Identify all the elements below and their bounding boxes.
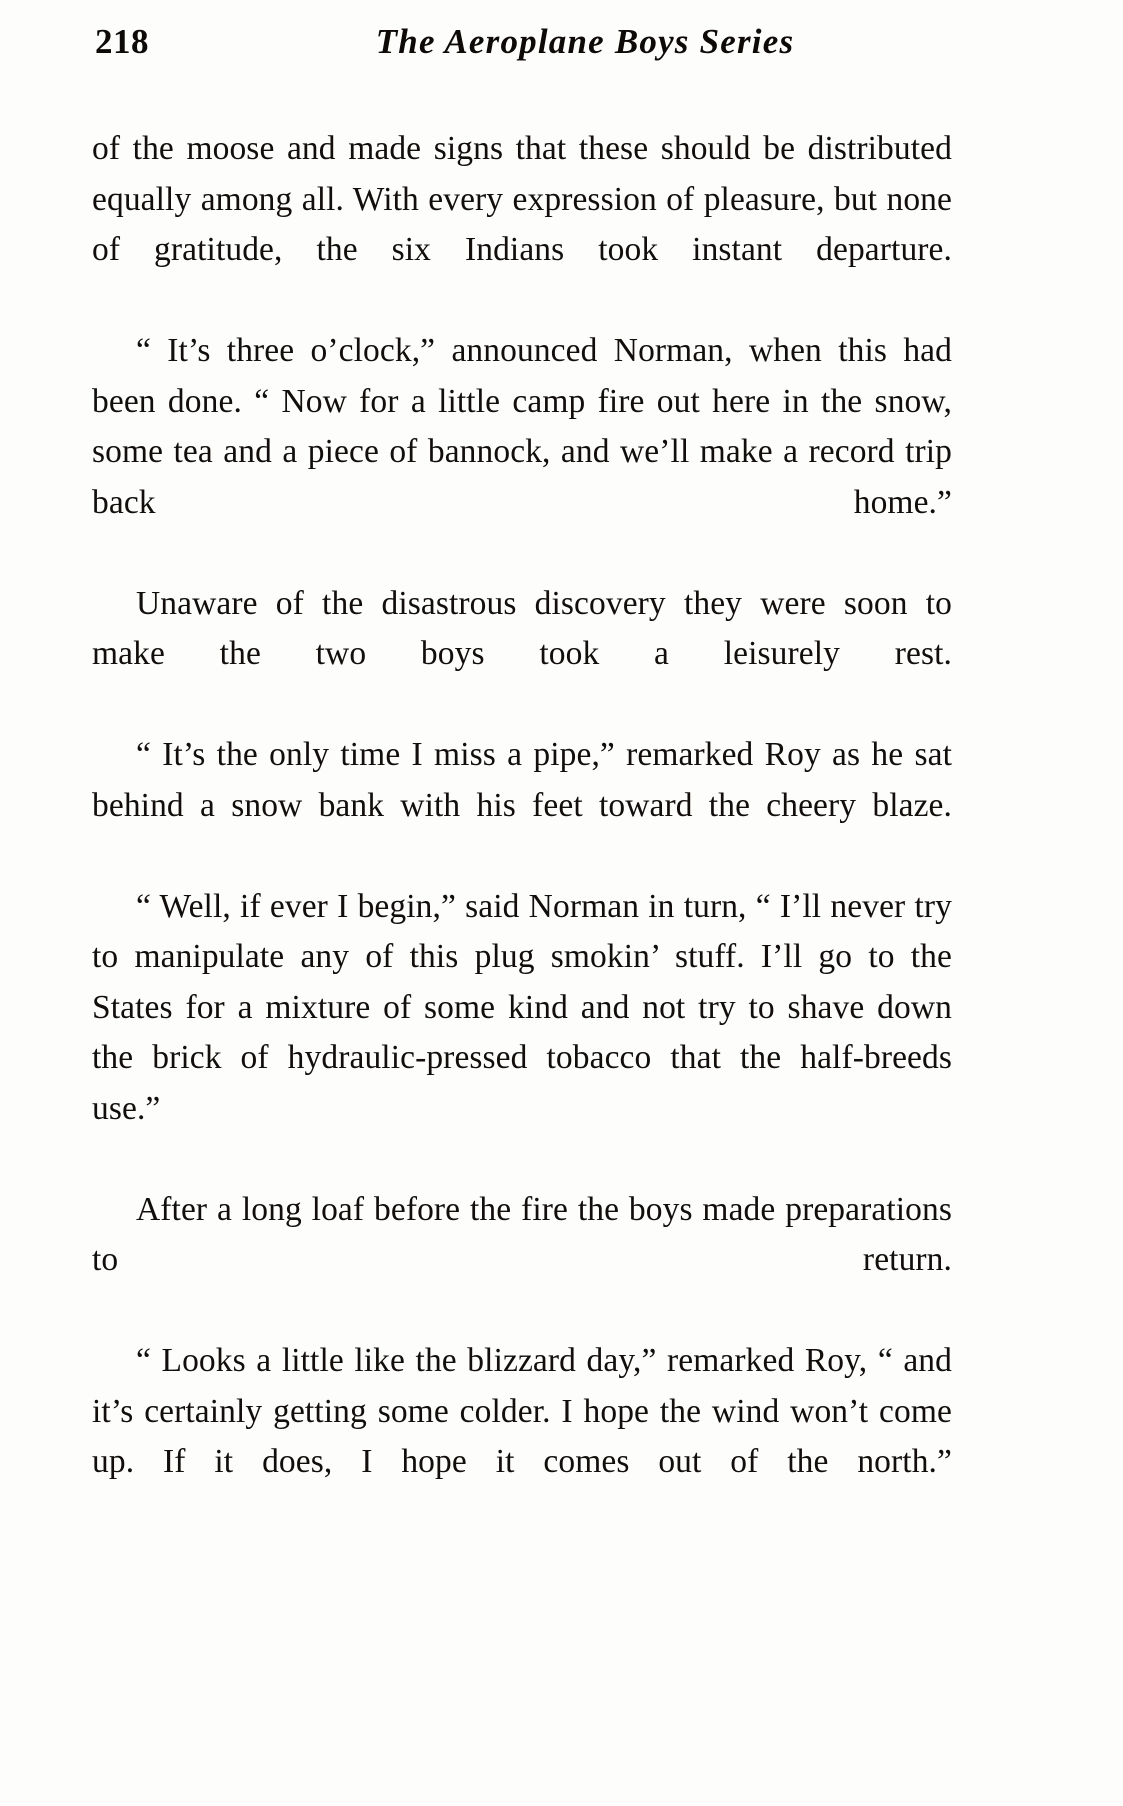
paragraph: Unaware of the disastrous discovery they were soon to make the two boys took a leisurely rest.: [92, 584, 952, 672]
paragraph: “ It’s three o’clock,” announced Norman, when this had been done. “ Now for a little camp fire out here in the snow, some tea and a piece of bannock, and we’ll make a record trip back home.”: [92, 332, 952, 521]
paragraph: After a long loaf before the fire the boys made preparations to return.: [92, 1190, 952, 1278]
paragraph: “ Looks a little like the blizzard day,” remarked Roy, “ and it’s certainly getting some colder. I hope the wind won’t come up. If it does, I hope it comes out of the north.”: [92, 1342, 952, 1480]
paragraph: “ Well, if ever I begin,” said Norman in turn, “ I’ll never try to manipulate any of this plug smokin’ stuff. I’ll go to the States for a mixture of some kind and not try to shave down the brick of hydraulic-pressed tobacco that the half-breeds use.”: [92, 887, 952, 1127]
paragraph: “ It’s the only time I miss a pipe,” remarked Roy as he sat behind a snow bank with his feet toward the cheery blaze.: [92, 736, 952, 824]
body-text: [92, 124, 952, 1538]
page-header: [95, 22, 1025, 82]
page-number: 218: [95, 22, 149, 61]
paragraph: of the moose and made signs that these should be distributed equally among all. With every expression of pleasure, but none of gratitude, the six Indians took instant departure.: [92, 130, 952, 268]
running-title: The Aeroplane Boys Series: [375, 22, 795, 61]
